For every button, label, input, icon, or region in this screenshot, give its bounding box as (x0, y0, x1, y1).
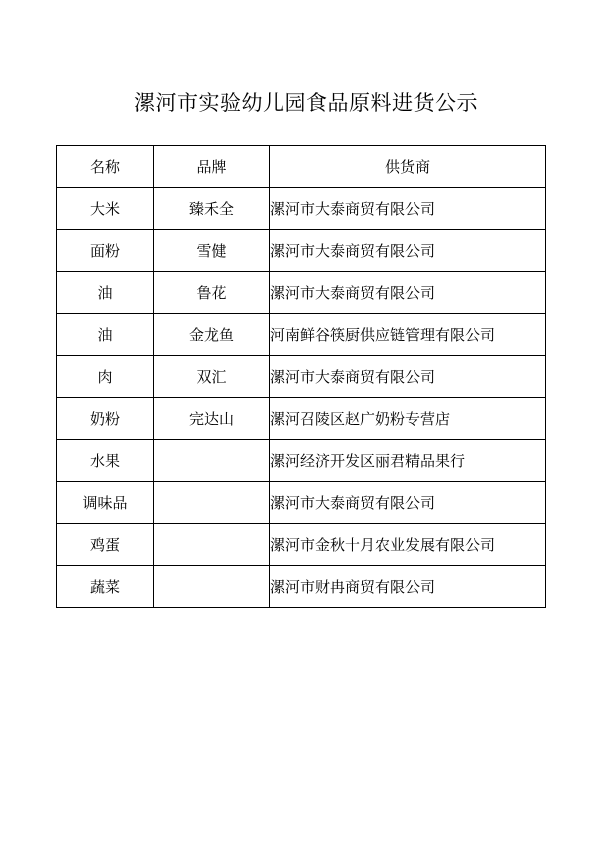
cell-supplier: 漯河市大泰商贸有限公司 (270, 272, 546, 314)
page-title: 漯河市实验幼儿园食品原料进货公示 (134, 91, 478, 115)
cell-name: 肉 (57, 356, 154, 398)
cell-supplier: 漯河经济开发区丽君精品果行 (270, 440, 546, 482)
cell-brand: 金龙鱼 (154, 314, 270, 356)
table-row (57, 230, 546, 272)
cell-name: 鸡蛋 (57, 524, 154, 566)
table-row (57, 314, 546, 356)
table-row (57, 272, 546, 314)
cell-brand (154, 524, 270, 566)
header-supplier: 供货商 (270, 146, 546, 188)
table-row (57, 398, 546, 440)
cell-brand: 臻禾全 (154, 188, 270, 230)
cell-name: 油 (57, 272, 154, 314)
cell-name: 油 (57, 314, 154, 356)
cell-supplier: 漯河市大泰商贸有限公司 (270, 188, 546, 230)
table-row (57, 188, 546, 230)
table-row (57, 566, 546, 608)
table-row (57, 440, 546, 482)
cell-brand: 鲁花 (154, 272, 270, 314)
cell-supplier: 河南鲜谷筷厨供应链管理有限公司 (270, 314, 546, 356)
cell-supplier: 漯河市大泰商贸有限公司 (270, 356, 546, 398)
table-row (57, 482, 546, 524)
cell-supplier: 漯河市金秋十月农业发展有限公司 (270, 524, 546, 566)
cell-supplier: 漯河市大泰商贸有限公司 (270, 230, 546, 272)
header-brand: 品牌 (154, 146, 270, 188)
cell-brand: 雪健 (154, 230, 270, 272)
cell-supplier: 漯河召陵区赵广奶粉专营店 (270, 398, 546, 440)
cell-brand: 双汇 (154, 356, 270, 398)
cell-supplier: 漯河市财冉商贸有限公司 (270, 566, 546, 608)
supply-table (56, 145, 546, 608)
table-row (57, 356, 546, 398)
cell-supplier: 漯河市大泰商贸有限公司 (270, 482, 546, 524)
header-name: 名称 (57, 146, 154, 188)
cell-brand: 完达山 (154, 398, 270, 440)
cell-brand (154, 566, 270, 608)
cell-name: 面粉 (57, 230, 154, 272)
cell-brand (154, 482, 270, 524)
cell-name: 奶粉 (57, 398, 154, 440)
cell-brand (154, 440, 270, 482)
cell-name: 蔬菜 (57, 566, 154, 608)
cell-name: 调味品 (57, 482, 154, 524)
cell-name: 大米 (57, 188, 154, 230)
table-row (57, 524, 546, 566)
cell-name: 水果 (57, 440, 154, 482)
table-header-row (57, 146, 546, 188)
